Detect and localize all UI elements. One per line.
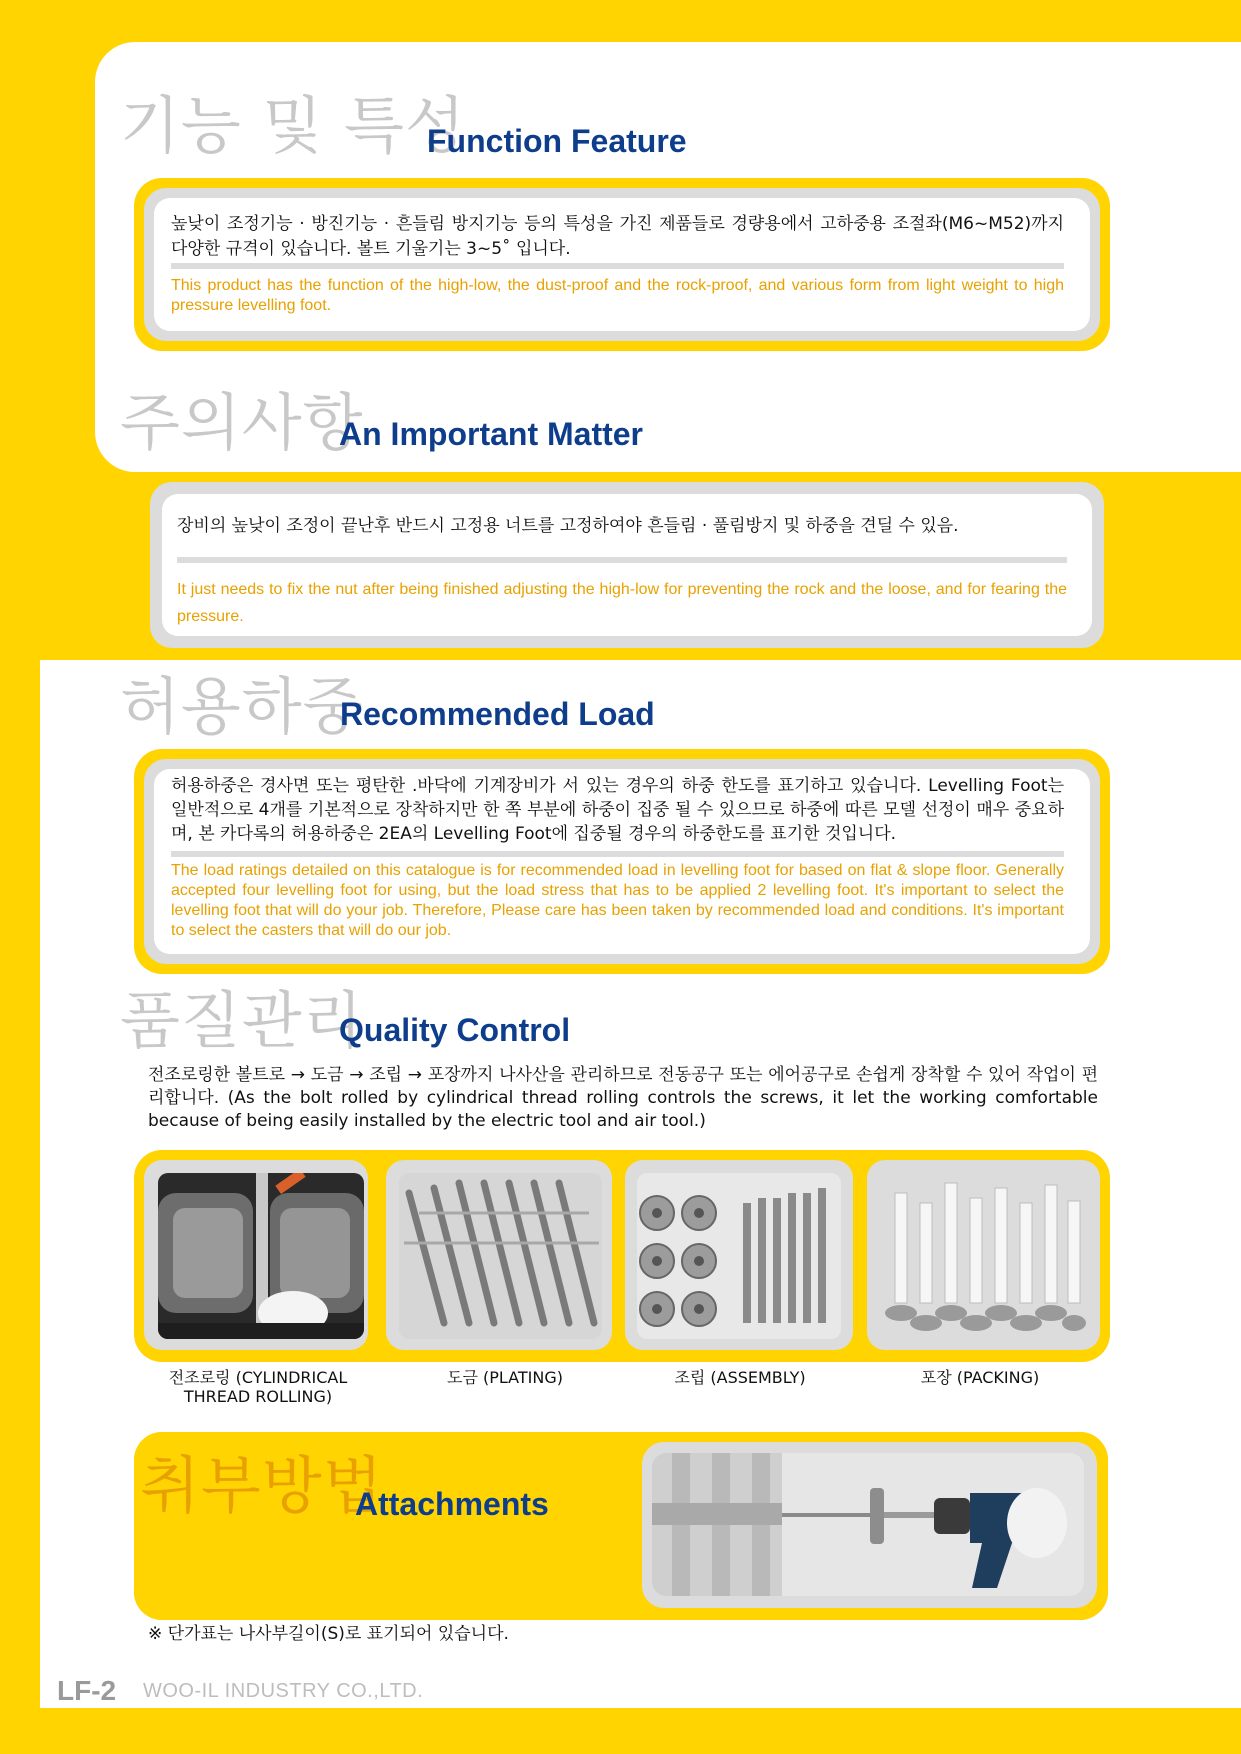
thread-rolling-photo	[158, 1173, 364, 1339]
load-eng-title: Recommended Load	[340, 696, 655, 732]
attachments-photo-frame	[642, 1442, 1097, 1608]
matter-english-text: It just needs to fix the nut after being finished adjusting the high-low for preventing the rock and the loose, and for fearing the pressure.	[177, 581, 1067, 625]
function-korean-text: 높낮이 조정기능 · 방진기능 · 흔들림 방지기능 등의 특성을 가진 제품들로 경량용에서 고하중용 조절좌(M6~M52)까지 다양한 규격이 있습니다. 볼트 기울기는 3~5˚ 입니다.	[171, 214, 1064, 259]
load-english-text: The load ratings detailed on this catalogue is for recommended load in levelling foot for based on flat & slope floor. Generally accepted four levelling foot for using, but the load stress that has to be applied 2 levelling foot. It's important to select the levelling foot that will do your job. Therefore, Please care has been taken by recommended load and conditions. It's important to select the casters that will do our job.	[171, 862, 1064, 939]
plating-photo-frame	[386, 1160, 612, 1350]
function-kor-title: 기능 및 특성	[120, 89, 466, 162]
divider	[177, 557, 1067, 563]
process-photo-strip	[134, 1150, 1110, 1362]
divider	[171, 263, 1064, 269]
function-eng-title: Function Feature	[427, 123, 687, 159]
price-note: ※ 단가표는 나사부길이(S)로 표기되어 있습니다.	[148, 1624, 509, 1644]
company-name: WOO-IL INDUSTRY CO.,LTD.	[143, 1680, 424, 1702]
drill-installation-photo	[652, 1453, 1084, 1596]
caption-plating: 도금 (PLATING)	[447, 1368, 563, 1387]
function-box	[134, 178, 1110, 351]
matter-box	[144, 476, 1110, 654]
matter-korean-text: 장비의 높낮이 조정이 끝난후 반드시 고정용 너트를 고정하여야 흔들림 · 풀림방지 및 하중을 견딜 수 있음.	[177, 516, 959, 536]
attachments-kor-title: 취부방법	[140, 1449, 384, 1522]
attachments-eng-title: Attachments	[355, 1486, 549, 1522]
caption-packing: 포장 (PACKING)	[920, 1368, 1040, 1387]
rolling-photo-frame	[144, 1160, 368, 1350]
matter-kor-title: 주의사항	[120, 386, 364, 459]
packing-photo-frame	[867, 1160, 1100, 1350]
matter-eng-title: An Important Matter	[339, 416, 643, 452]
quality-body-text: 전조로링한 볼트로 → 도금 → 조립 → 포장까지 나사산을 관리하므로 전동공구 또는 에어공구로 손쉽게 장착할 수 있어 작업이 편리합니다. (As the bolt rolled by cylindrical thread rolling controls the screws, it let the working comfortable because of being easily installed by the electric tool and air tool.)	[148, 1065, 1098, 1131]
load-kor-title: 허용하중	[120, 670, 364, 743]
load-korean-text: 허용하중은 경사면 또는 평탄한 .바닥에 기계장비가 서 있는 경우의 하중 한도를 표기하고 있습니다. Levelling Foot는 일반적으로 4개를 기본적으로 장착하지만 한 쪽 부분에 하중이 집중 될 수 있으므로 하중에 따른 모델 선정이 매우 중요하며, 본 카다록의 허용하중은 2EA의 Levelling Foot에 집중될 경우의 하중한도를 표기한 것입니다.	[171, 776, 1064, 844]
packing-photo	[880, 1173, 1087, 1339]
caption-assembly: 조립 (ASSEMBLY)	[674, 1368, 806, 1387]
assembly-photo-frame	[625, 1160, 853, 1350]
quality-kor-title: 품질관리	[120, 984, 364, 1057]
divider	[171, 851, 1064, 857]
plating-photo	[399, 1173, 602, 1339]
page-number: LF-2	[57, 1675, 117, 1706]
assembly-photo	[637, 1173, 841, 1339]
function-english-text: This product has the function of the high-low, the dust-proof and the rock-proof, and various form from light weight to high pressure levelling foot.	[171, 277, 1064, 314]
load-box	[134, 749, 1110, 974]
quality-eng-title: Quality Control	[339, 1012, 571, 1048]
caption-thread-rolling: 전조로링 (CYLINDRICAL THREAD ROLLING)	[168, 1368, 348, 1406]
